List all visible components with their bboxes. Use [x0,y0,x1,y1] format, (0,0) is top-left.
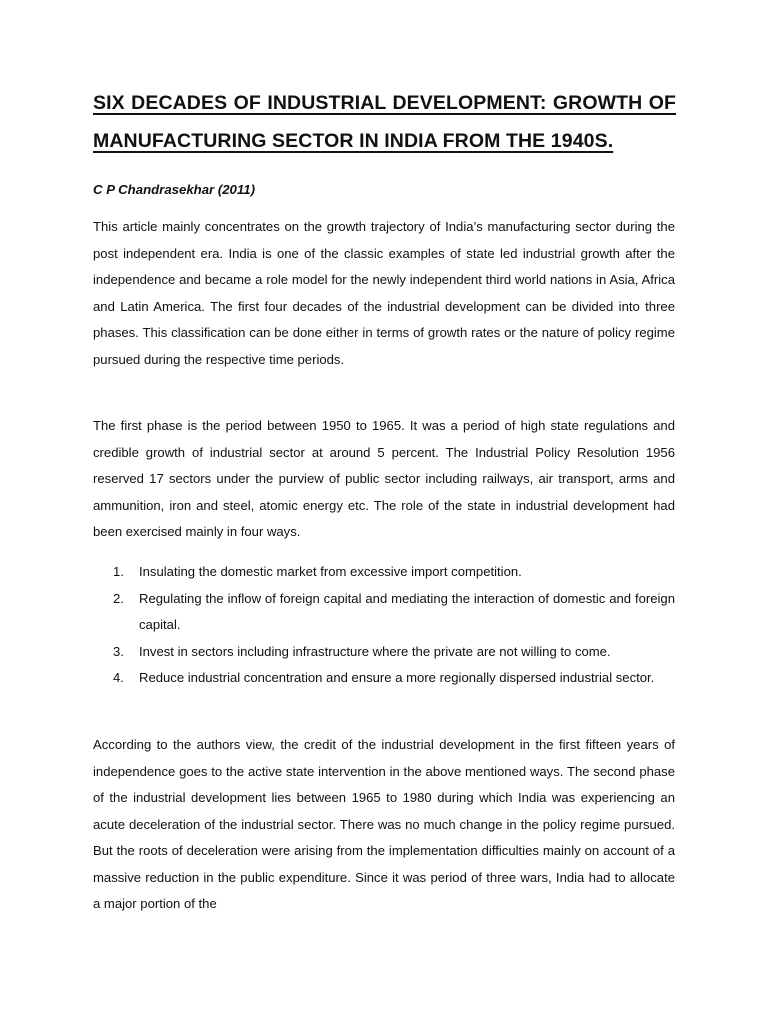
list-item-number: 1. [113,564,124,579]
document-title: SIX DECADES OF INDUSTRIAL DEVELOPMENT: GROWTH OF MANUFACTURING SECTOR IN INDIA FROM THE 1940S. [93,92,676,152]
list-item-number: 4. [113,670,124,685]
paragraph-second-phase: According to the authors view, the credit of the industrial development in the first fifteen years of independence goes to the active state intervention in the above mentioned ways. The second phase of the industrial development lies between 1965 to 1980 during which India was experiencing an acute deceleration of the industrial sector. There was no much change in the policy regime pursued. But the roots of deceleration were arising from the implementation difficulties mainly on account of a massive reduction in the public expenditure. Since it was period of three wars, India had to allocate a major portion of the [93,737,675,911]
list-item [93,586,675,639]
list-item [93,665,675,692]
paragraph-intro: This article mainly concentrates on the growth trajectory of India’s manufacturing sector during the post independent era. India is one of the classic examples of state led industrial growth after the independence and became a role model for the newly independent third world nations in Asia, Africa and Latin America. The first four decades of the industrial development can be divided into three phases. This classification can be done either in terms of growth rates or the nature of policy regime pursued during the respective time periods. [93,219,675,367]
list-item [93,559,675,586]
paragraph-first-phase: The first phase is the period between 1950 to 1965. It was a period of high state regulations and credible growth of industrial sector at around 5 percent. The Industrial Policy Resolution 1956 reserved 17 sectors under the purview of public sector including railways, air transport, arms and ammunition, iron and steel, atomic energy etc. The role of the state in industrial development had been exercised mainly in four ways. [93,418,675,539]
author-citation: C P Chandrasekhar (2011) [93,182,255,197]
list-item-text: Regulating the inflow of foreign capital and mediating the interaction of domestic and foreign capital. [139,590,675,632]
list-item [93,639,675,666]
list-item-number: 3. [113,643,124,659]
list-item-text: Insulating the domestic market from excessive import competition. [139,564,522,579]
list-item-number: 2. [113,590,124,606]
list-item-text: Reduce industrial concentration and ensure a more regionally dispersed industrial sector. [139,670,655,685]
state-role-list [93,559,675,692]
list-item-text: Invest in sectors including infrastructure where the private are not willing to come. [139,643,611,659]
